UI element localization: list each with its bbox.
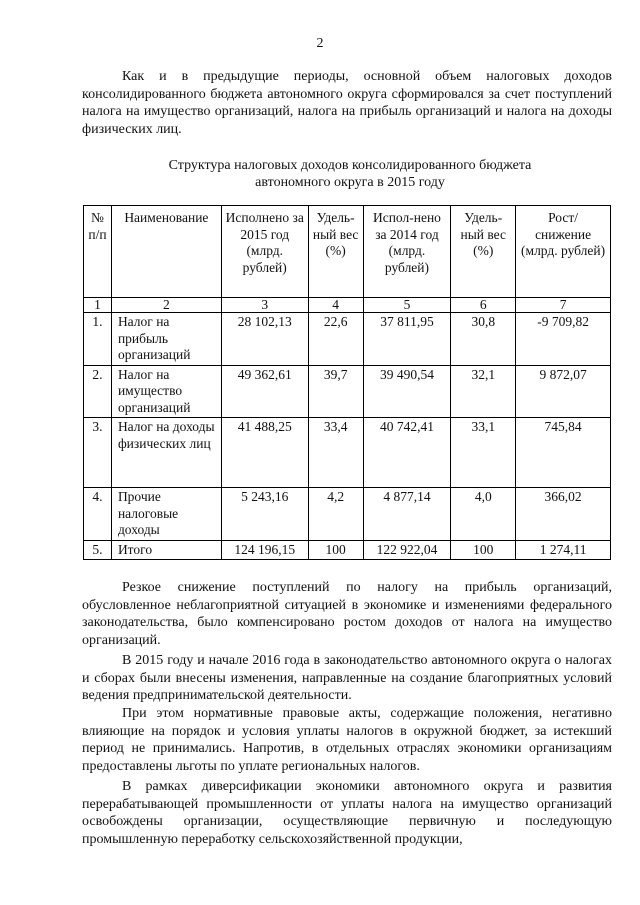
header-cell: Наименование	[111, 206, 221, 298]
body-paragraph: Резкое снижение поступлений по налогу на прибыль организаций, обусловленное неблагоприятной ситуацией в экономике и изменениями федерального законодательства, было компенсировано ростом доходов от налога на имущество организаций.	[82, 580, 612, 648]
share-2014: 4,0	[451, 488, 516, 541]
header-cell: Удель-ный вес (%)	[308, 206, 363, 298]
tax-name: Налог на имущество организаций	[111, 365, 221, 418]
tax-name: Налог на доходы физических лиц	[111, 418, 221, 488]
change-value: -9 709,82	[516, 313, 611, 366]
column-number: 6	[451, 298, 516, 313]
intro-paragraph: Как и в предыдущие периоды, основной объем налоговых доходов консолидированного бюджета автономного округа сформировался за счет поступлений налога на имущество организаций, налога на прибыль организаций и налога на доходы физических лиц.	[82, 69, 612, 137]
share-2014: 30,8	[451, 313, 516, 366]
share-2015: 4,2	[308, 488, 363, 541]
share-2015: 39,7	[308, 365, 363, 418]
executed-2014: 122 922,04	[363, 540, 451, 560]
column-number: 4	[308, 298, 363, 313]
total-row	[84, 540, 611, 560]
row-number: 2.	[84, 365, 112, 418]
share-2015: 33,4	[308, 418, 363, 488]
share-2014: 32,1	[451, 365, 516, 418]
executed-2014: 4 877,14	[363, 488, 451, 541]
tax-revenue-table	[83, 205, 611, 560]
table-row	[84, 365, 611, 418]
body-paragraph: В рамках диверсификации экономики автономного округа и развития перерабатывающей промышленности от уплаты налога на имущество организаций освобождены организации, осуществляющие первичную и последующую промышленную переработку сельскохозяйственной продукции,	[82, 779, 612, 847]
header-cell: Исполнено за 2015 год (млрд. рублей)	[221, 206, 308, 298]
executed-2015: 49 362,61	[221, 365, 308, 418]
header-cell: Рост/ снижение (млрд. рублей)	[516, 206, 611, 298]
share-2015: 100	[308, 540, 363, 560]
page-number: 2	[316, 36, 324, 51]
tax-name: Итого	[111, 540, 221, 560]
executed-2014: 37 811,95	[363, 313, 451, 366]
body-paragraph: В 2015 году и начале 2016 года в законодательство автономного округа о налогах и сборах были внесены изменения, направленные на создание благоприятных условий ведения предпринимательской деятельности.	[82, 653, 612, 703]
executed-2015: 28 102,13	[221, 313, 308, 366]
table-row	[84, 488, 611, 541]
column-number-row	[84, 298, 611, 313]
row-number: 4.	[84, 488, 112, 541]
table-title-line2: автономного округа в 2015 году	[255, 175, 445, 190]
share-2014: 100	[451, 540, 516, 560]
change-value: 9 872,07	[516, 365, 611, 418]
executed-2015: 5 243,16	[221, 488, 308, 541]
executed-2015: 41 488,25	[221, 418, 308, 488]
table-title-line1: Структура налоговых доходов консолидированного бюджета	[168, 158, 532, 173]
column-number: 3	[221, 298, 308, 313]
header-cell: Удель-ный вес (%)	[451, 206, 516, 298]
table-title	[80, 157, 620, 191]
tax-name: Налог на прибыль организаций	[111, 313, 221, 366]
change-value: 745,84	[516, 418, 611, 488]
header-row	[84, 206, 611, 298]
column-number: 5	[363, 298, 451, 313]
executed-2014: 39 490,54	[363, 365, 451, 418]
row-number: 3.	[84, 418, 112, 488]
body-paragraph: При этом нормативные правовые акты, содержащие положения, негативно влияющие на порядок и условия уплаты налогов в окружной бюджет, за истекший период не принимались. Напротив, в отдельных отраслях экономики организациям предоставлены льготы по уплате региональных налогов.	[82, 706, 612, 774]
table-row	[84, 418, 611, 488]
executed-2014: 40 742,41	[363, 418, 451, 488]
change-value: 366,02	[516, 488, 611, 541]
header-cell: Испол-нено за 2014 год (млрд. рублей)	[363, 206, 451, 298]
change-value: 1 274,11	[516, 540, 611, 560]
executed-2015: 124 196,15	[221, 540, 308, 560]
header-cell: № п/п	[84, 206, 112, 298]
tax-name: Прочие налоговые доходы	[111, 488, 221, 541]
share-2015: 22,6	[308, 313, 363, 366]
share-2014: 33,1	[451, 418, 516, 488]
column-number: 2	[111, 298, 221, 313]
table-row	[84, 313, 611, 366]
row-number: 5.	[84, 540, 112, 560]
column-number: 1	[84, 298, 112, 313]
column-number: 7	[516, 298, 611, 313]
row-number: 1.	[84, 313, 112, 366]
